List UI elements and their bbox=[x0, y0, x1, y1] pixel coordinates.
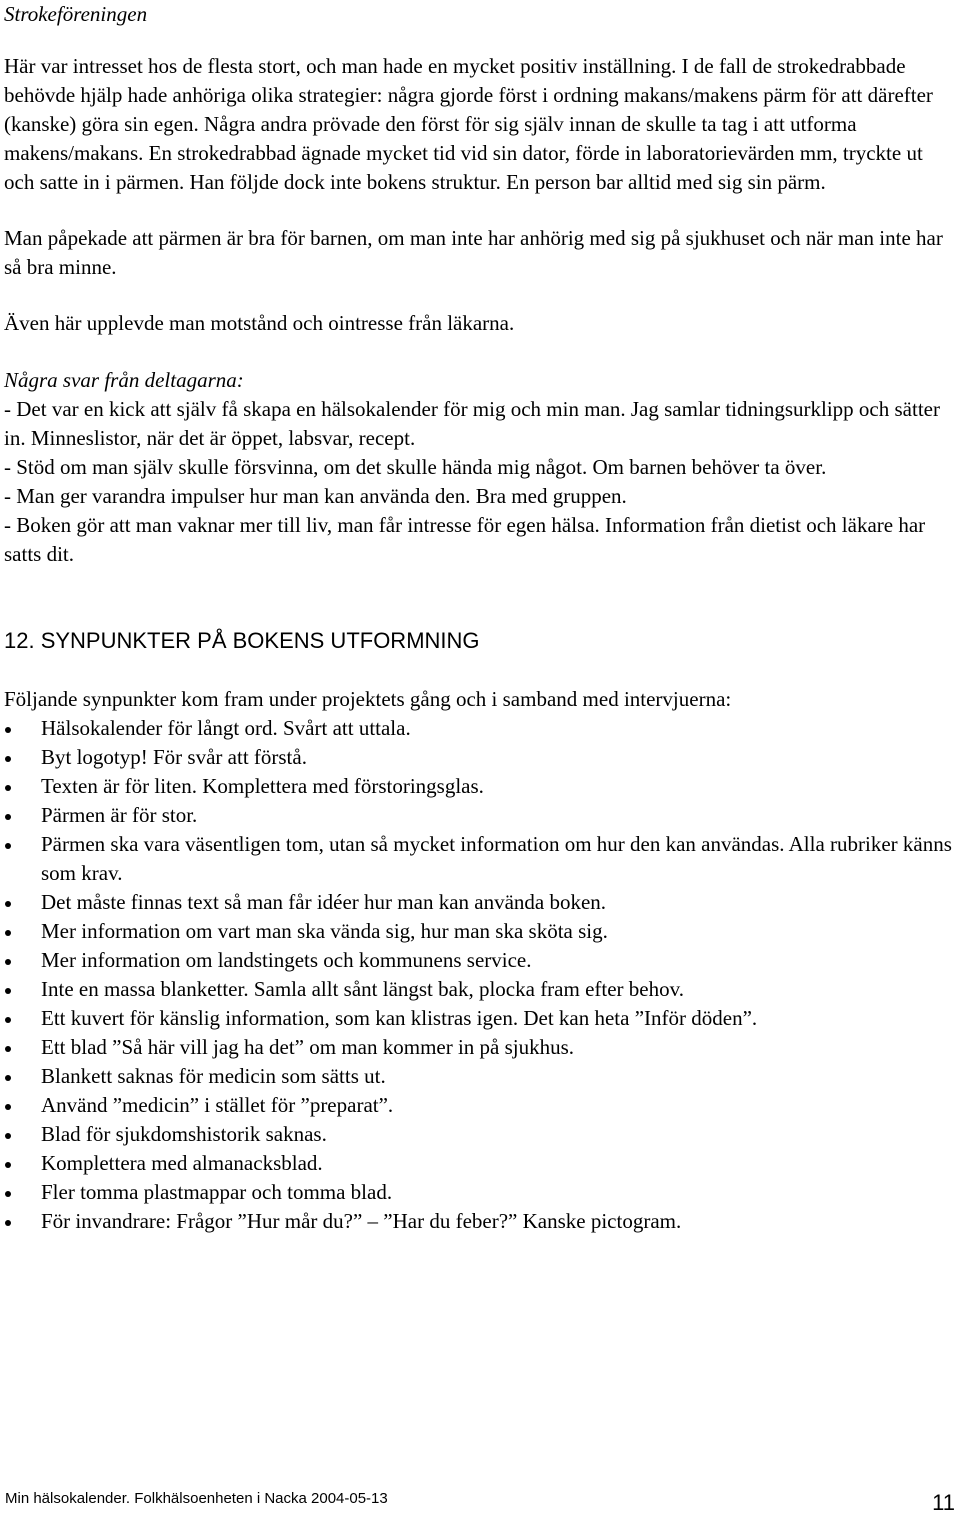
section-heading: Strokeföreningen bbox=[4, 2, 148, 26]
page-number: 11 bbox=[932, 1490, 955, 1515]
bullet-item: Blad för sjukdomshistorik saknas. bbox=[4, 1120, 954, 1149]
bullet-dot-icon bbox=[5, 1133, 11, 1139]
bullet-item: Ett kuvert för känslig information, som kan klistras igen. Det kan heta ”Inför döden”. bbox=[4, 1004, 954, 1033]
paragraph-intro: Här var intresset hos de flesta stort, och man hade en mycket positiv inställning. I de fall de strokedrabbade behövde hjälp hade anhöriga olika strategier: några gjorde först i ordning makans/makens pärm för att därefter (kanske) göra sin egen. Några andra prövade den först för sig själv innan de skulle ta tag i att utforma makens/makans. En strokedrabbad ägnade mycket tid vid sin dator, förde in laboratorievärden mm, tryckte ut och satte in i pärmen. Han följde dock inte bokens struktur. En person bar alltid med sig sin pärm. bbox=[4, 54, 933, 194]
paragraph-doctors: Även här upplevde man motstånd och ointresse från läkarna. bbox=[4, 311, 515, 335]
bullet-item: Blankett saknas för medicin som sätts ut. bbox=[4, 1062, 954, 1091]
bullet-dot-icon bbox=[5, 843, 11, 849]
bullet-dot-icon bbox=[5, 1220, 11, 1226]
bullet-item: Pärmen ska vara väsentligen tom, utan så mycket information om hur den kan användas. Alla rubriker känns som krav. bbox=[4, 830, 954, 888]
bullet-item: Pärmen är för stor. bbox=[4, 801, 954, 830]
bullet-item: Komplettera med almanacksblad. bbox=[4, 1149, 954, 1178]
bullet-dot-icon bbox=[5, 1046, 11, 1052]
section-title: 12. SYNPUNKTER PÅ BOKENS UTFORMNING bbox=[4, 628, 480, 653]
bullet-dot-icon bbox=[5, 1191, 11, 1197]
response-item: - Man ger varandra impulser hur man kan använda den. Bra med gruppen. bbox=[4, 484, 627, 508]
bullet-item: Mer information om vart man ska vända sig, hur man ska sköta sig. bbox=[4, 917, 954, 946]
bullet-list bbox=[4, 714, 954, 1236]
response-item: - Stöd om man själv skulle försvinna, om det skulle hända mig något. Om barnen behöver ta över. bbox=[4, 455, 827, 479]
response-item: - Det var en kick att själv få skapa en hälsokalender för mig och min man. Jag samlar tidningsurklipp och sätter in. Minneslistor, när det är öppet, labsvar, recept. bbox=[4, 397, 940, 450]
bullet-item: Mer information om landstingets och kommunens service. bbox=[4, 946, 954, 975]
paragraph-children: Man påpekade att pärmen är bra för barnen, om man inte har anhörig med sig på sjukhuset och när man inte har så bra minne. bbox=[4, 226, 943, 279]
bullet-item: Byt logotyp! För svår att förstå. bbox=[4, 743, 954, 772]
responses-label: Några svar från deltagarna: bbox=[4, 368, 244, 392]
bullet-dot-icon bbox=[5, 901, 11, 907]
bullet-item: För invandrare: Frågor ”Hur mår du?” – ”Har du feber?” Kanske pictogram. bbox=[4, 1207, 954, 1236]
bullet-dot-icon bbox=[5, 1075, 11, 1081]
bullet-item: Inte en massa blanketter. Samla allt sånt längst bak, plocka fram efter behov. bbox=[4, 975, 954, 1004]
bullet-item: Fler tomma plastmappar och tomma blad. bbox=[4, 1178, 954, 1207]
bullet-item: Ett blad ”Så här vill jag ha det” om man kommer in på sjukhus. bbox=[4, 1033, 954, 1062]
bullet-dot-icon bbox=[5, 930, 11, 936]
footer-text: Min hälsokalender. Folkhälsoenheten i Nacka 2004-05-13 bbox=[5, 1490, 388, 1507]
response-item: - Boken gör att man vaknar mer till liv, man får intresse för egen hälsa. Information från dietist och läkare har satts dit. bbox=[4, 513, 926, 566]
bullet-dot-icon bbox=[5, 814, 11, 820]
document-page bbox=[4, 0, 954, 1236]
bullet-item: Det måste finnas text så man får idéer hur man kan använda boken. bbox=[4, 888, 954, 917]
bullet-dot-icon bbox=[5, 785, 11, 791]
bullet-item: Använd ”medicin” i stället för ”preparat”. bbox=[4, 1091, 954, 1120]
bullet-dot-icon bbox=[5, 1017, 11, 1023]
bullet-dot-icon bbox=[5, 959, 11, 965]
bullet-dot-icon bbox=[5, 1104, 11, 1110]
bullet-item: Texten är för liten. Komplettera med förstoringsglas. bbox=[4, 772, 954, 801]
bullet-dot-icon bbox=[5, 988, 11, 994]
bullet-dot-icon bbox=[5, 1162, 11, 1168]
section-intro: Följande synpunkter kom fram under projektets gång och i samband med intervjuerna: bbox=[4, 687, 732, 711]
bullet-item: Hälsokalender för långt ord. Svårt att uttala. bbox=[4, 714, 954, 743]
bullet-dot-icon bbox=[5, 727, 11, 733]
bullet-dot-icon bbox=[5, 756, 11, 762]
